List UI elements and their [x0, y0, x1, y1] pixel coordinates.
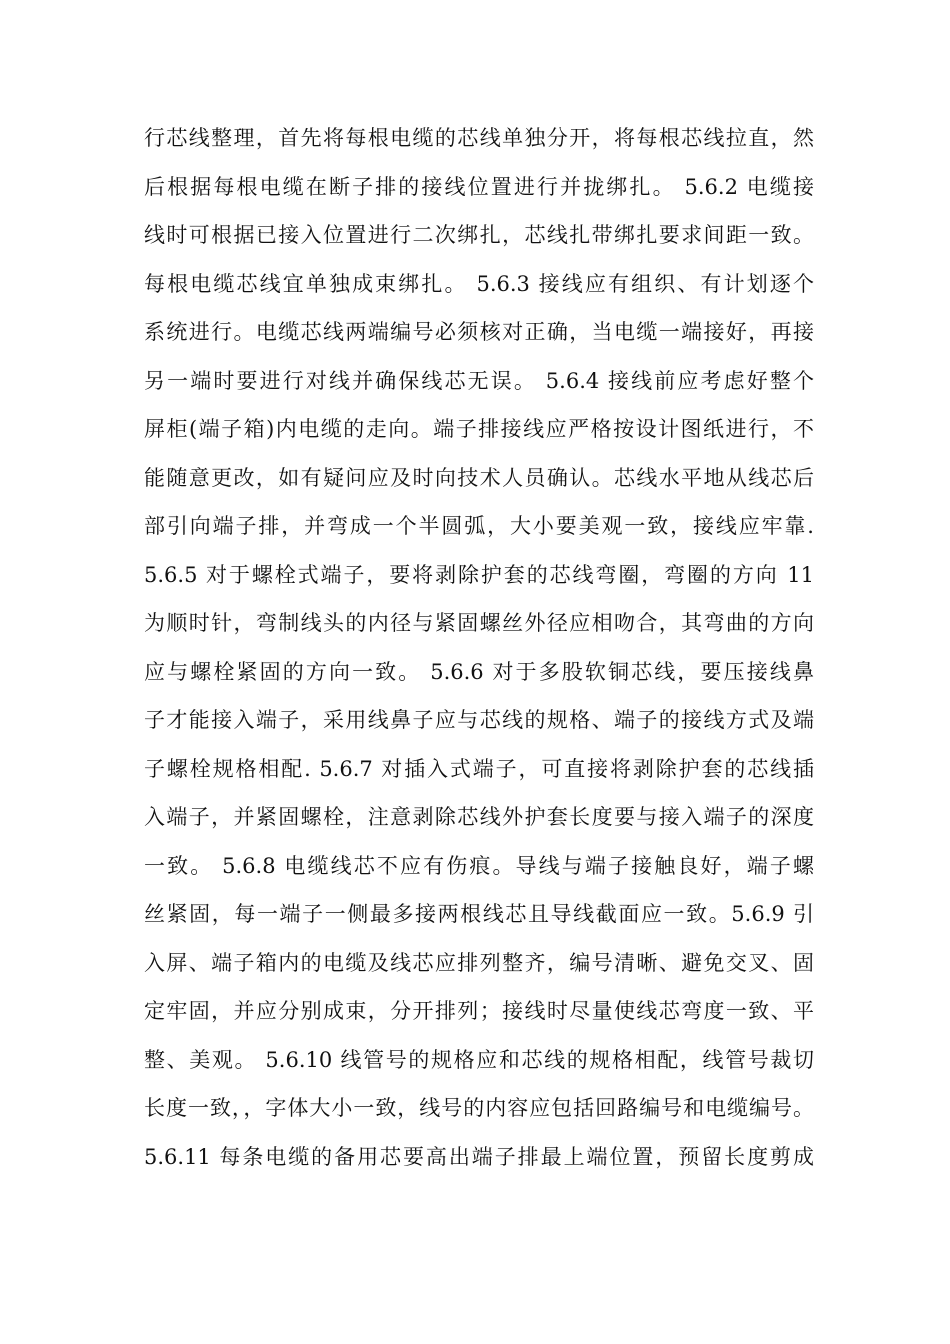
text-line-2: 后根据每根电缆在断子排的接线位置进行并拢绑扎。 5.6.2 电缆接	[144, 174, 814, 199]
text-line-13: 子才能接入端子，采用线鼻子应与芯线的规格、端子的接线方式及端	[144, 708, 814, 732]
text-line-10: 5.6.5 对于螺栓式端子，要将剥除护套的芯线弯圈，弯圈的方向 11	[144, 562, 814, 587]
text-line-4: 每根电缆芯线宜单独成束绑扎。 5.6.3 接线应有组织、有计划逐个	[144, 271, 814, 296]
text-line-11: 为顺时针，弯制线头的内径与紧固螺丝外径应相吻合，其弯曲的方向	[144, 611, 814, 635]
text-line-20: 整、美观。 5.6.10 线管号的规格应和芯线的规格相配，线管号裁切	[144, 1047, 814, 1072]
text-line-16: 一致。 5.6.8 电缆线芯不应有伤痕。导线与端子接触良好，端子螺	[144, 853, 814, 878]
text-line-3: 线时可根据已接入位置进行二次绑扎，芯线扎带绑扎要求间距一致。	[144, 223, 814, 247]
text-line-8: 能随意更改，如有疑问应及时向技术人员确认。芯线水平地从线芯后	[144, 465, 814, 490]
text-line-1: 行芯线整理，首先将每根电缆的芯线单独分开，将每根芯线拉直，然	[144, 126, 814, 150]
text-line-21: 长度一致，，字体大小一致，线号的内容应包括回路编号和电缆编号。	[144, 1096, 814, 1120]
text-line-15: 入端子，并紧固螺栓，注意剥除芯线外护套长度要与接入端子的深度	[144, 805, 814, 829]
text-line-9: 部引向端子排，并弯成一个半圆弧，大小要美观一致，接线应牢靠.	[144, 514, 814, 538]
text-line-12: 应与螺栓紧固的方向一致。 5.6.6 对于多股软铜芯线，要压接线鼻	[144, 659, 814, 684]
text-line-14: 子螺栓规格相配. 5.6.7 对插入式端子，可直接将剥除护套的芯线插	[144, 756, 814, 781]
body-text	[144, 114, 814, 1181]
text-line-18: 入屏、端子箱内的电缆及线芯应排列整齐，编号清晰、避免交叉、固	[144, 950, 814, 975]
text-line-19: 定牢固，并应分别成束，分开排列；接线时尽量使线芯弯度一致、平	[144, 999, 814, 1023]
text-line-7: 屏柜(端子箱)内电缆的走向。端子排接线应严格按设计图纸进行，不	[144, 417, 814, 441]
text-line-22: 5.6.11 每条电缆的备用芯要高出端子排最上端位置，预留长度剪成	[144, 1144, 814, 1169]
text-line-6: 另一端时要进行对线并确保线芯无误。 5.6.4 接线前应考虑好整个	[144, 368, 814, 393]
text-line-5: 系统进行。电缆芯线两端编号必须核对正确，当电缆一端接好，再接	[144, 320, 814, 344]
text-line-17: 丝紧固，每一端子一侧最多接两根线芯且导线截面应一致。5.6.9 引	[144, 902, 814, 926]
